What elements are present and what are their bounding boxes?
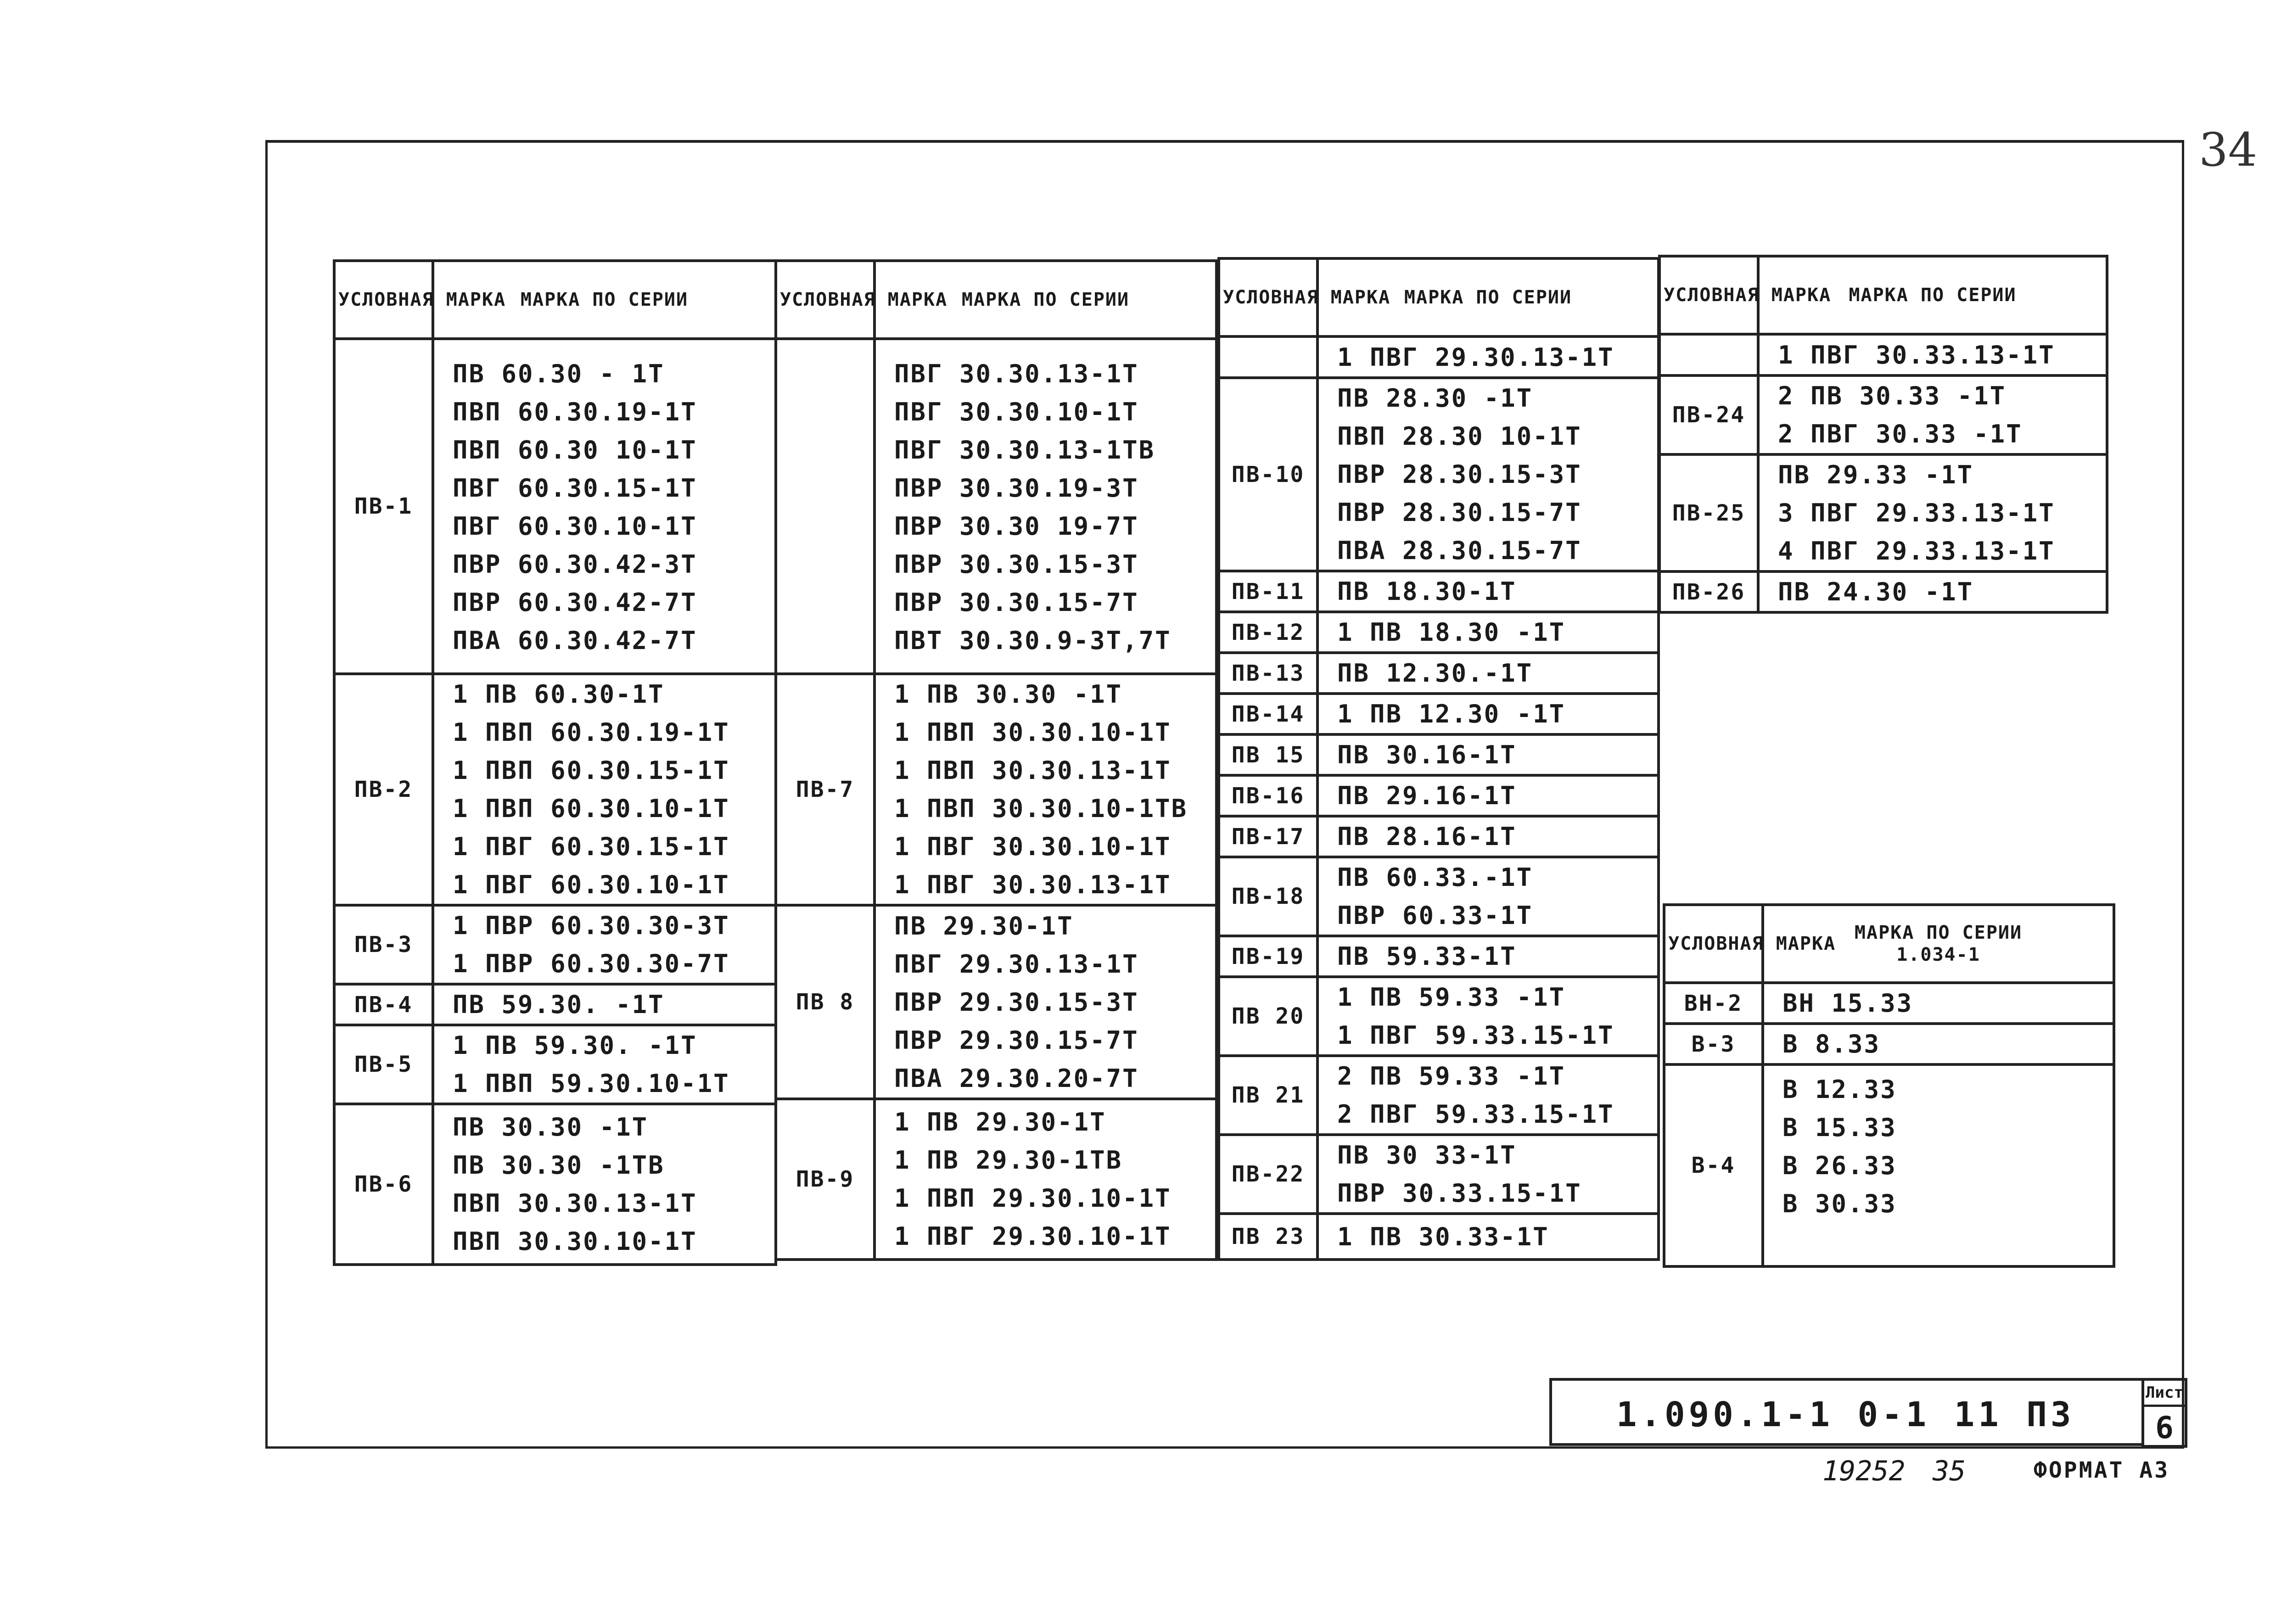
series-line: 1 ПВГ 30.30.10-1Т xyxy=(894,832,1172,861)
series-line: ПВР 30.30.15-3Т xyxy=(894,550,1139,579)
series-line: В 30.33 xyxy=(1783,1189,1897,1218)
series-line: 1 ПВП 60.30.19-1Т xyxy=(453,718,730,747)
series-line: ПВ 28.30 -1Т xyxy=(1337,384,1533,413)
col-header-mark: УСЛОВНАЯ МАРКА xyxy=(1219,258,1317,336)
series-line: ПВП 60.30 10-1Т xyxy=(453,436,697,465)
cell-mark: ПВ-6 xyxy=(334,1104,433,1265)
cell-mark: ПВ-19 xyxy=(1219,936,1317,977)
series-line: ПВР 30.30 19-7Т xyxy=(894,512,1139,541)
series-line: 1 ПВП 59.30.10-1Т xyxy=(453,1069,730,1098)
cell-series xyxy=(1317,816,1659,857)
cell-series xyxy=(874,674,1216,905)
series-line: ПВГ 30.30.13-1ТВ xyxy=(894,436,1155,465)
series-line: ПВ 18.30-1Т xyxy=(1337,577,1517,606)
cell-series xyxy=(433,905,776,984)
cell-mark: ПВ-12 xyxy=(1219,612,1317,653)
series-line: 1 ПВП 60.30.15-1Т xyxy=(453,756,730,785)
cell-series xyxy=(1317,936,1659,977)
series-line: В 15.33 xyxy=(1783,1113,1897,1142)
title-block-code: 1.090.1-1 0-1 11 ПЗ xyxy=(1549,1378,2143,1446)
cell-mark: ПВ-24 xyxy=(1659,375,1758,454)
series-line: 2 ПВГ 59.33.15-1Т xyxy=(1337,1100,1614,1129)
cell-mark: ПВ 20 xyxy=(1219,977,1317,1056)
series-line: ПВ 29.16-1Т xyxy=(1337,781,1517,810)
spec-table-1 xyxy=(333,259,777,1266)
series-line: 1 ПВГ 30.33.13-1Т xyxy=(1778,340,2055,370)
series-line: ПВ 60.30 - 1Т xyxy=(453,359,665,388)
series-line: 1 ПВГ 60.30.15-1Т xyxy=(453,832,730,861)
cell-mark: ПВ-11 xyxy=(1219,571,1317,612)
series-line: 1 ПВ 60.30-1Т xyxy=(453,680,665,709)
cell-mark: ПВ-16 xyxy=(1219,775,1317,816)
cell-series xyxy=(1758,375,2107,454)
cell-series xyxy=(874,339,1216,674)
cell-mark: ПВ-4 xyxy=(334,984,433,1025)
series-line: ПВР 60.33-1Т xyxy=(1337,901,1533,930)
cell-mark: ПВ-9 xyxy=(776,1099,874,1260)
spec-table-4 xyxy=(1658,255,2108,614)
series-line: 1 ПВ 30.30 -1Т xyxy=(894,680,1123,709)
series-line: ПВ 29.33 -1Т xyxy=(1778,460,1974,489)
series-line: ПВР 29.30.15-7Т xyxy=(894,1025,1139,1055)
cell-mark: ПВ-17 xyxy=(1219,816,1317,857)
series-line: 1 ПВП 29.30.10-1Т xyxy=(894,1184,1172,1213)
series-line: В 12.33 xyxy=(1783,1075,1897,1104)
series-line: 1 ПВР 60.30.30-7Т xyxy=(453,949,730,978)
cell-series xyxy=(874,1099,1216,1260)
series-line: 1 ПВГ 30.30.13-1Т xyxy=(894,870,1172,899)
cell-mark: ПВ-1 xyxy=(334,339,433,674)
col-header-series: МАРКА ПО СЕРИИ xyxy=(874,261,1216,339)
series-line: 1 ПВГ 60.30.10-1Т xyxy=(453,870,730,899)
series-line: 2 ПВ 59.33 -1Т xyxy=(1337,1062,1566,1091)
cell-series xyxy=(1758,454,2107,571)
cell-mark xyxy=(776,339,874,674)
cell-series xyxy=(1317,653,1659,694)
series-line: 3 ПВГ 29.33.13-1Т xyxy=(1778,498,2055,527)
series-line: ПВП 30.30.13-1Т xyxy=(453,1189,697,1218)
series-line: ПВ 24.30 -1Т xyxy=(1778,577,1974,606)
cell-series xyxy=(1317,857,1659,936)
cell-mark: ПВ-22 xyxy=(1219,1135,1317,1214)
col-header-series: МАРКА ПО СЕРИИ xyxy=(1758,256,2107,334)
series-line: В 8.33 xyxy=(1783,1030,1881,1058)
series-line: ПВП 28.30 10-1Т xyxy=(1337,422,1582,451)
series-header-code: 1.034-1 xyxy=(1896,944,1980,965)
series-line: 2 ПВ 30.33 -1Т xyxy=(1778,381,2007,410)
cell-series xyxy=(1763,1024,2114,1064)
cell-mark: ПВ-2 xyxy=(334,674,433,905)
cell-series xyxy=(433,674,776,905)
cell-series xyxy=(1758,334,2107,375)
series-line: 4 ПВГ 29.33.13-1Т xyxy=(1778,537,2055,566)
series-line: ПВР 30.33.15-1Т xyxy=(1337,1179,1582,1208)
cell-series xyxy=(1317,571,1659,612)
cell-mark: ПВ 15 xyxy=(1219,734,1317,775)
cell-series xyxy=(1317,612,1659,653)
series-line: 1 ПВП 30.30.10-1ТВ xyxy=(894,794,1188,823)
cell-mark: ПВ-26 xyxy=(1659,571,1758,612)
cell-series xyxy=(433,1104,776,1265)
cell-mark: ПВ 8 xyxy=(776,905,874,1099)
cell-series xyxy=(1317,378,1659,571)
cell-series xyxy=(874,905,1216,1099)
cell-mark xyxy=(1219,336,1317,378)
spec-table-3 xyxy=(1217,257,1660,1261)
series-line: 1 ПВ 30.33-1Т xyxy=(1337,1222,1549,1251)
cell-series xyxy=(1317,1214,1659,1260)
series-line: ПВР 28.30.15-3Т xyxy=(1337,460,1582,489)
cell-series xyxy=(1317,775,1659,816)
series-line: 2 ПВГ 30.33 -1Т xyxy=(1778,420,2023,448)
cell-mark: ПВ 23 xyxy=(1219,1214,1317,1260)
col-header-series: МАРКА ПО СЕРИИ xyxy=(433,261,776,339)
cell-series xyxy=(1317,1135,1659,1214)
series-header-label: МАРКА ПО СЕРИИ xyxy=(1854,922,2023,943)
series-line: ПВ 28.16-1Т xyxy=(1337,822,1517,851)
cell-mark: ВН-2 xyxy=(1664,983,1763,1024)
series-line: 1 ПВГ 29.30.10-1Т xyxy=(894,1222,1172,1251)
cell-mark: В-4 xyxy=(1664,1064,1763,1266)
col-header-mark: УСЛОВНАЯ МАРКА xyxy=(1659,256,1758,334)
series-line: ПВП 30.30.10-1Т xyxy=(453,1227,697,1256)
series-line: ПВР 28.30.15-7Т xyxy=(1337,498,1582,527)
cell-series xyxy=(1317,694,1659,734)
series-line: 1 ПВ 29.30-1ТВ xyxy=(894,1146,1123,1175)
sheet-number: 6 xyxy=(2155,1410,2174,1445)
cell-series xyxy=(1317,336,1659,378)
cell-series xyxy=(433,339,776,674)
cell-mark xyxy=(1659,334,1758,375)
cell-series xyxy=(433,1025,776,1104)
cell-mark: ПВ-25 xyxy=(1659,454,1758,571)
series-line: ПВ 60.33.-1Т xyxy=(1337,863,1533,892)
series-line: ПВ 30.30 -1Т xyxy=(453,1113,649,1142)
series-line: 1 ПВП 30.30.13-1Т xyxy=(894,756,1172,785)
series-line: 1 ПВР 60.30.30-3Т xyxy=(453,911,730,940)
cell-mark: ПВ-10 xyxy=(1219,378,1317,571)
series-line: ПВА 29.30.20-7Т xyxy=(894,1064,1139,1093)
series-line: ПВ 30.30 -1ТВ xyxy=(453,1151,665,1180)
cell-mark: ПВ-13 xyxy=(1219,653,1317,694)
series-line: ПВГ 60.30.15-1Т xyxy=(453,474,697,503)
series-line: 1 ПВГ 29.30.13-1Т xyxy=(1337,342,1614,372)
series-line: ПВ 29.30-1Т xyxy=(894,911,1074,941)
series-line: 1 ПВП 30.30.10-1Т xyxy=(894,718,1172,747)
series-line: ПВА 28.30.15-7Т xyxy=(1337,536,1582,565)
format-label: ФОРМАТ А3 xyxy=(2034,1457,2170,1483)
series-line: ПВ 30 33-1Т xyxy=(1337,1141,1517,1170)
series-line: ПВР 60.30.42-3Т xyxy=(453,550,697,579)
cell-series xyxy=(1763,1064,2114,1266)
col-header-mark: УСЛОВНАЯ МАРКА xyxy=(334,261,433,339)
cell-mark: ПВ-5 xyxy=(334,1025,433,1104)
series-line: ВН 15.33 xyxy=(1783,989,1913,1018)
col-header-mark: УСЛОВНАЯ МАРКА xyxy=(776,261,874,339)
series-line: 1 ПВ 12.30 -1Т xyxy=(1337,700,1566,728)
cell-series xyxy=(1317,1056,1659,1135)
cell-series xyxy=(1317,734,1659,775)
series-line: ПВГ 60.30.10-1Т xyxy=(453,512,697,541)
cell-mark: ПВ-7 xyxy=(776,674,874,905)
series-line: ПВА 60.30.42-7Т xyxy=(453,626,697,655)
series-line: ПВР 30.30.15-7Т xyxy=(894,588,1139,617)
sheet-label: Лист xyxy=(2144,1381,2185,1407)
series-line: 1 ПВ 29.30-1Т xyxy=(894,1108,1106,1137)
series-line: ПВР 30.30.19-3Т xyxy=(894,474,1139,503)
series-line: ПВТ 30.30.9-3Т,7Т xyxy=(894,626,1172,655)
sheet-number-box xyxy=(2141,1378,2187,1448)
series-line: 1 ПВ 59.33 -1Т xyxy=(1337,983,1566,1012)
inventory-number: 19252 xyxy=(1822,1455,1906,1487)
cell-mark: ПВ-3 xyxy=(334,905,433,984)
series-line: ПВ 59.30. -1Т xyxy=(453,990,665,1019)
spec-table-2 xyxy=(774,259,1218,1261)
series-line: 1 ПВП 60.30.10-1Т xyxy=(453,794,730,823)
cell-series xyxy=(433,984,776,1025)
cell-mark: ПВ-18 xyxy=(1219,857,1317,936)
series-line: ПВГ 30.30.10-1Т xyxy=(894,398,1139,426)
copy-number: 35 xyxy=(1933,1455,1966,1487)
series-line: ПВР 60.30.42-7Т xyxy=(453,588,697,617)
cell-mark: ПВ 21 xyxy=(1219,1056,1317,1135)
cell-series xyxy=(1317,977,1659,1056)
spec-table-5 xyxy=(1663,903,2115,1268)
series-line: В 26.33 xyxy=(1783,1151,1897,1180)
series-line: ПВГ 29.30.13-1Т xyxy=(894,949,1139,979)
series-line: ПВ 59.33-1Т xyxy=(1337,942,1517,971)
cell-series xyxy=(1758,571,2107,612)
series-line: ПВ 12.30.-1Т xyxy=(1337,659,1533,688)
cell-mark: В-3 xyxy=(1664,1024,1763,1064)
series-line: 1 ПВГ 59.33.15-1Т xyxy=(1337,1021,1614,1050)
series-line: ПВР 29.30.15-3Т xyxy=(894,987,1139,1017)
sheet-corner-number: 34 xyxy=(2199,123,2258,177)
series-line: ПВГ 30.30.13-1Т xyxy=(894,359,1139,388)
cell-series xyxy=(1763,983,2114,1024)
series-line: 1 ПВ 18.30 -1Т xyxy=(1337,618,1566,647)
series-line: ПВП 60.30.19-1Т xyxy=(453,398,697,426)
col-header-mark: УСЛОВНАЯ МАРКА xyxy=(1664,905,1763,983)
series-line: ПВ 30.16-1Т xyxy=(1337,740,1517,769)
series-line: 1 ПВ 59.30. -1Т xyxy=(453,1031,697,1060)
col-header-series: МАРКА ПО СЕРИИ xyxy=(1317,258,1659,336)
cell-mark: ПВ-14 xyxy=(1219,694,1317,734)
